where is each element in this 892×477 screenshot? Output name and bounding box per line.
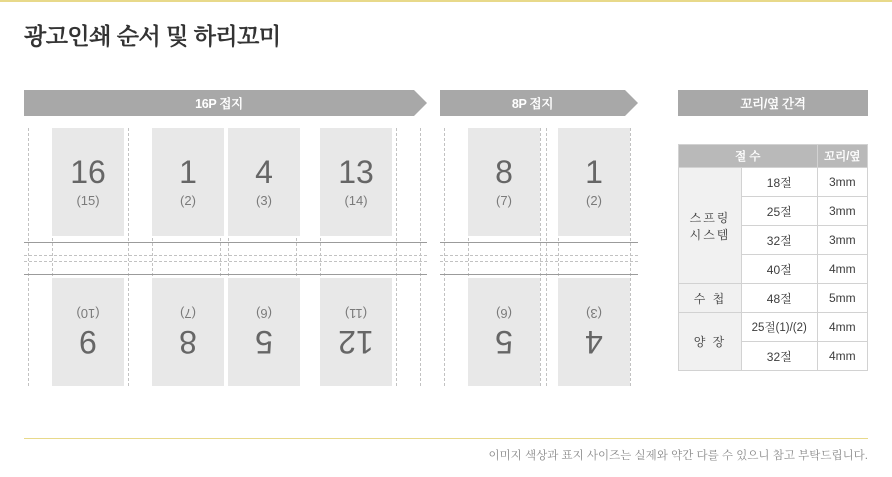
page-cell: [228, 278, 300, 386]
page-number: 5: [255, 324, 273, 361]
page-cell: [558, 278, 630, 386]
page-cell: [52, 278, 124, 386]
page-number-alt: (15): [76, 193, 100, 209]
page-number: 1: [179, 153, 197, 190]
table-row: [679, 284, 868, 313]
page-cell: [558, 128, 630, 236]
page-number-alt: (11): [344, 305, 368, 321]
page-title: 광고인쇄 순서 및 하리꼬미: [24, 23, 281, 49]
group-label-spring-line2: 시스템: [689, 227, 731, 242]
page-number-alt: (3): [586, 305, 602, 321]
table-header-row: [679, 145, 868, 168]
page-cell: [320, 278, 392, 386]
section-header-tail-gap-label: 꼬리/옆 간격: [740, 97, 806, 111]
section-header-tail-gap: [678, 90, 868, 116]
imposition-sheet-16p: [24, 128, 427, 386]
section-header-8p: [440, 90, 625, 116]
page-number-alt: (2): [180, 193, 196, 209]
page-number-alt: (14): [344, 193, 368, 209]
group-label-spring-line1: 스프링: [689, 210, 731, 225]
page-number-alt: (6): [496, 305, 512, 321]
page-cell: [152, 278, 224, 386]
page-number: 8: [495, 153, 513, 190]
center-guide-line: [24, 255, 427, 256]
table-header-fold: 절 수: [679, 145, 818, 168]
group-label-notebook: 수 첩: [679, 284, 742, 313]
page-number-alt: (2): [586, 193, 602, 209]
page-cell: [52, 128, 124, 236]
section-header-8p-label: 8P 접지: [511, 97, 554, 111]
page-number: 1: [585, 153, 603, 190]
fold-value: 25절: [742, 197, 818, 226]
page-number: 12: [338, 324, 374, 361]
page-number: 4: [255, 153, 273, 190]
trim-guide-line: [396, 128, 397, 386]
fold-value: 32절: [742, 226, 818, 255]
fold-line: [440, 242, 638, 243]
fold-value: 32절: [742, 342, 818, 371]
center-guide-line: [440, 261, 638, 262]
page-number: 4: [585, 324, 603, 361]
trim-guide-line: [630, 128, 631, 386]
page-number-alt: (6): [256, 305, 272, 321]
trim-guide-line: [28, 128, 29, 386]
fold-value: 48절: [742, 284, 818, 313]
section-header-16p: [24, 90, 414, 116]
fold-value: 40절: [742, 255, 818, 284]
page-number: 9: [79, 324, 97, 361]
trim-guide-line: [420, 128, 421, 386]
fold-value: 18절: [742, 168, 818, 197]
page-number: 8: [179, 324, 197, 361]
trim-guide-line: [540, 128, 541, 386]
page-number: 16: [70, 153, 106, 190]
page-cell: [468, 128, 540, 236]
page-number-alt: (3): [256, 193, 272, 209]
page-number-alt: (10): [76, 305, 100, 321]
page-number-alt: (7): [496, 193, 512, 209]
page-number: 5: [495, 324, 513, 361]
trim-guide-line: [128, 128, 129, 386]
trim-guide-line: [444, 128, 445, 386]
group-label-spring: [679, 168, 742, 284]
top-accent-rule: [0, 0, 892, 2]
footnote: 이미지 색상과 표지 사이즈는 실제와 약간 다를 수 있으니 참고 부탁드립니다.: [488, 450, 868, 462]
imposition-sheet-8p: [440, 128, 638, 386]
page-cell: [468, 278, 540, 386]
gap-value: 4mm: [817, 342, 867, 371]
table-row: [679, 168, 868, 197]
gap-value: 3mm: [817, 226, 867, 255]
page-number: 13: [338, 153, 374, 190]
trim-guide-line: [546, 128, 547, 386]
page-cell: [320, 128, 392, 236]
bottom-accent-rule: [24, 438, 868, 439]
tail-gap-table: [678, 144, 868, 371]
gap-value: 3mm: [817, 197, 867, 226]
gap-value: 4mm: [817, 313, 867, 342]
page-number-alt: (7): [180, 305, 196, 321]
fold-value: 25절(1)/(2): [742, 313, 818, 342]
gap-value: 5mm: [817, 284, 867, 313]
center-guide-line: [24, 261, 427, 262]
center-guide-line: [440, 255, 638, 256]
page-cell: [152, 128, 224, 236]
fold-line: [24, 274, 427, 275]
gap-value: 3mm: [817, 168, 867, 197]
fold-line: [24, 242, 427, 243]
fold-line: [440, 274, 638, 275]
group-label-hardcover: 양 장: [679, 313, 742, 371]
section-header-16p-label: 16P 접지: [195, 97, 243, 111]
table-row: [679, 313, 868, 342]
table-header-gap: 꼬리/옆: [817, 145, 867, 168]
gap-value: 4mm: [817, 255, 867, 284]
page-cell: [228, 128, 300, 236]
